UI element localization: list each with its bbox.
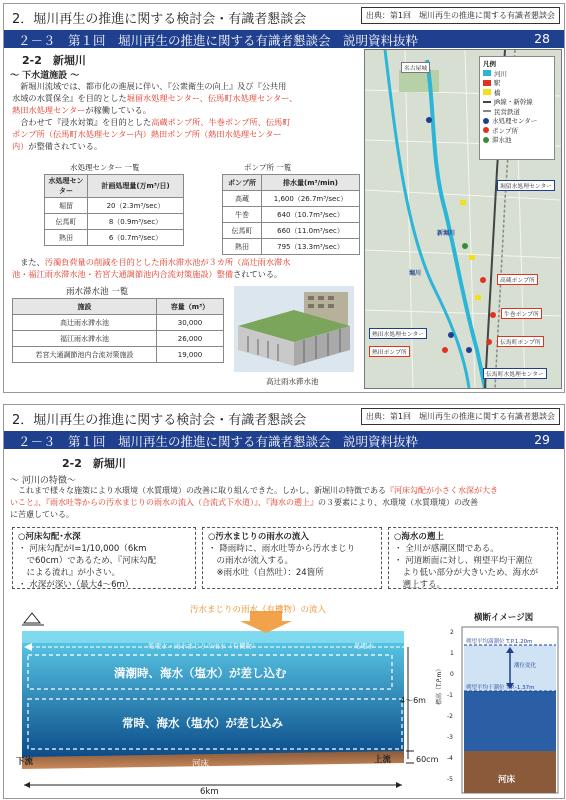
legend-title: 凡例	[483, 60, 496, 69]
legend-swatch	[483, 70, 491, 76]
river-intro	[10, 485, 562, 521]
text-span: が稼働している。	[85, 105, 151, 115]
box-title: ○海水の遡上	[394, 532, 444, 542]
table-cell: 伝馬町	[45, 214, 88, 230]
legend-item	[483, 69, 551, 79]
text-span: また、	[12, 257, 45, 267]
upstream-label: 上流	[374, 755, 392, 765]
y-axis-label: 標高（T.P.m）	[436, 665, 443, 705]
map-label: 新堀川	[437, 230, 456, 237]
table-cell: 伝馬町	[223, 223, 262, 239]
table-header: ポンプ所	[223, 175, 262, 191]
sewer-paragraph	[12, 80, 362, 152]
legend-label: 橋	[494, 88, 501, 97]
riverbed-label: 河床	[192, 759, 210, 769]
text-span: 合わせて『浸水対策』を目的とした	[12, 117, 152, 127]
photo-caption: 高辻雨水滞水池	[266, 377, 319, 386]
table-cell: 熱田	[45, 230, 88, 246]
table-cell: 福江雨水滞水池	[13, 331, 157, 347]
tick-label: 2	[450, 629, 454, 636]
table-cell: 640（10.7m³/sec）	[262, 207, 360, 223]
box-line: ・ 河床勾配がI=1/10,000（6km	[18, 544, 147, 554]
legend-swatch	[483, 80, 491, 86]
table-row	[13, 315, 224, 331]
map-label: 熱田ポンプ所	[369, 346, 410, 357]
table-cell: 795（13.3m³/sec）	[262, 239, 360, 255]
text-line	[12, 128, 362, 140]
source-label: 出典：第1回 堀川再生の推進に関する有識者懇談会	[361, 408, 560, 425]
table-row	[13, 331, 224, 347]
table-header-row	[13, 299, 224, 315]
treated-water-label: 処理水	[354, 642, 374, 650]
legend-label: 民営鉄道	[494, 107, 520, 116]
text-span: が整備されている。	[28, 141, 103, 151]
longitudinal-diagram	[14, 609, 414, 795]
slide-header	[4, 4, 564, 30]
text-line: 新堀川流域では、都市化の進展に伴い、『公衆衛生の向上』及び『公共用	[12, 81, 287, 91]
text-line	[12, 116, 362, 128]
cross-section-title: 横断イメージ図	[474, 613, 534, 623]
tick-label: -4	[447, 755, 453, 762]
text-span: に苦慮している。	[10, 510, 74, 519]
box-line: 遡上する。	[394, 580, 446, 590]
table-cell: 19,000	[157, 347, 224, 363]
legend-swatch	[483, 101, 491, 103]
table-header: 施設	[13, 299, 157, 315]
text-highlight: 内）	[12, 141, 29, 151]
table-cell: 牛巻	[223, 207, 262, 223]
inflow-label: 汚水まじりの雨水（有機物）の流入	[190, 605, 327, 615]
map-label: 堀川	[409, 270, 422, 277]
table-cell: 20（2.3m³/sec）	[88, 198, 184, 214]
high-tide-label: 満潮時、海水（塩水）が差し込む	[114, 666, 287, 680]
tick-label: -1	[447, 692, 453, 699]
text-line	[12, 256, 362, 268]
bed-drop-label: 60cm	[416, 755, 439, 764]
water-level-marker-icon	[24, 613, 40, 623]
box-title: ○河床勾配･水深	[18, 532, 81, 542]
tide-change-label: 潮位変化	[514, 663, 537, 669]
table-header-row	[223, 175, 360, 191]
table-row	[223, 191, 360, 207]
text-highlight: いこと』、『雨水吐等からの汚水まじりの雨水の流入（合流式下水道）』、『海水の遡上』	[10, 498, 318, 507]
cross-section-diagram	[442, 625, 560, 795]
legend-item	[483, 107, 551, 117]
legend-label: ポンプ所	[492, 126, 518, 135]
header-title: 2．堀川再生の推進に関する検討会・有識者懇談会	[12, 413, 307, 428]
slide-28	[3, 3, 565, 393]
text-line	[10, 485, 562, 497]
table1-caption: 水処理センター 一覧	[70, 163, 140, 172]
table-cell: 8（0.9m³/sec）	[88, 214, 184, 230]
table-row	[223, 223, 360, 239]
downstream-label: 下流	[16, 757, 34, 767]
legend-swatch	[483, 137, 489, 143]
legend-label: 河川	[494, 69, 507, 78]
high-water-label: 朔望平均満潮位 T.P.1.20m	[466, 639, 533, 645]
map-legend	[479, 56, 555, 160]
box-line: による流れ』が小さい。	[18, 568, 121, 578]
header-title: 2．堀川再生の推進に関する検討会・有識者懇談会	[12, 12, 307, 27]
retention-paragraph	[12, 256, 362, 280]
box-line: ※雨水吐（自然吐）：24箇所	[208, 568, 324, 578]
section-title: 2-2 新堀川	[62, 457, 126, 470]
bed-label: 河床	[498, 775, 516, 785]
table-cell: 660（11.0m³/sec）	[262, 223, 360, 239]
text-highlight: 『河床勾配が小さく水深が大き	[386, 486, 498, 495]
box-line: より低い部分が大きいため、海水が	[394, 568, 539, 578]
text-highlight: 池・福江雨水滞水池・若宮大通調節池内合流対策施設）整備	[12, 269, 234, 279]
table-header: 水処理センター	[45, 175, 88, 198]
legend-label: JR線・新幹線	[494, 98, 533, 107]
legend-item	[483, 135, 551, 145]
text-highlight: 堀留水処理センター、伝馬町水処理センター、	[126, 93, 298, 103]
tick-label: -3	[447, 734, 453, 741]
page-number: 28	[534, 31, 550, 46]
page-number: 29	[534, 432, 550, 447]
table-cell: 高蔵	[223, 191, 262, 207]
text-span: の３要素により、水環境（水質環境）の改善	[318, 498, 478, 507]
subheading: ～ 河川の特徴～	[10, 476, 76, 486]
box-line: ・ 河道断面に対し、朔望平均干潮位	[394, 556, 533, 566]
text-line	[12, 140, 362, 152]
text-highlight: 汚濁負荷量の削減を目的とした雨水滞水池が３カ所（高辻雨水滞水	[44, 257, 291, 267]
table-header: 計画処理量(万m³/日)	[88, 175, 184, 198]
box-title: ○汚水まじりの雨水の流入	[208, 532, 309, 542]
table-cell: 若宮大通調節池内合流対策施設	[13, 347, 157, 363]
text-line	[10, 509, 562, 521]
text-span: されている。	[233, 269, 283, 279]
slide-header	[4, 405, 564, 431]
legend-swatch	[483, 127, 489, 133]
section-title: 2-2 新堀川	[22, 54, 86, 67]
pump-station-table	[222, 174, 360, 255]
map-label: 高蔵ポンプ所	[497, 274, 538, 285]
subheading: ～ 下水道施設 ～	[10, 71, 80, 81]
map-label: 名古屋城	[401, 62, 430, 73]
legend-label: 滞水池	[492, 136, 512, 145]
map-label: 牛巻ポンプ所	[501, 308, 542, 319]
seawater-box	[388, 527, 558, 589]
location-map	[364, 49, 562, 389]
gradient-depth-box	[12, 527, 196, 589]
table-row	[223, 239, 360, 255]
box-line: ・ 降雨時に、雨水吐等から汚水まじり	[208, 544, 356, 554]
retention-pond-illustration	[234, 286, 354, 372]
legend-item	[483, 126, 551, 136]
tick-label: -2	[447, 713, 453, 720]
legend-item	[483, 78, 551, 88]
table-row	[45, 230, 184, 246]
tick-label: 0	[450, 671, 454, 678]
box-line: で60cm）であるため、『河床勾配	[18, 556, 157, 566]
table-row	[45, 214, 184, 230]
table-header: 容量（m³）	[157, 299, 224, 315]
source-label: 出典：第1回 堀川再生の推進に関する有識者懇談会	[361, 7, 560, 24]
table2-caption: ポンプ所 一覧	[244, 163, 292, 172]
text-highlight: 高蔵ポンプ所、牛巻ポンプ所、伝馬町	[151, 117, 291, 127]
title-bar	[4, 431, 564, 449]
bar-title: ２－３ 第１回 堀川再生の推進に関する有識者懇談会 説明資料抜粋	[18, 434, 419, 449]
legend-item	[483, 116, 551, 126]
table-cell: 熱田	[223, 239, 262, 255]
map-label: 熱田水処理センター	[369, 328, 427, 339]
table3-caption: 雨水滞水池 一覧	[66, 287, 129, 297]
sewage-inflow-box	[202, 527, 382, 589]
text-line	[12, 104, 362, 116]
treatment-center-table	[44, 174, 184, 246]
title-bar	[4, 30, 564, 48]
legend-item	[483, 97, 551, 107]
length-label: 6km	[200, 787, 219, 797]
table-cell: 6（0.7m³/sec）	[88, 230, 184, 246]
surface-flow-label: 処理水・雨水まじりの雨水（有機物）	[148, 642, 259, 650]
map-label: 伝馬町ポンプ所	[497, 336, 544, 347]
legend-label: 水処理センター	[492, 117, 538, 126]
map-label: 堀留水処理センター	[497, 180, 555, 191]
table-cell: 堀留	[45, 198, 88, 214]
box-line: ・ 水深が深い（最大4～6m）	[18, 580, 134, 590]
text-span: 水域の水質保全』を目的とした	[12, 93, 127, 103]
table-cell: 26,000	[157, 331, 224, 347]
table-header-row	[45, 175, 184, 198]
legend-swatch	[483, 110, 491, 112]
slide-29	[3, 404, 565, 799]
legend-swatch	[483, 118, 489, 124]
table-row	[13, 347, 224, 363]
table-header: 排水量(m³/min)	[262, 175, 360, 191]
text-line	[10, 497, 562, 509]
tick-label: -5	[447, 776, 453, 783]
box-line: の雨水が流入する。	[208, 556, 294, 566]
retention-pond-table	[12, 298, 224, 363]
text-line	[12, 268, 362, 280]
bar-title: ２－３ 第１回 堀川再生の推進に関する有識者懇談会 説明資料抜粋	[18, 33, 419, 48]
low-water-label: 朔望平均干潮位 T.P.-1.37m	[466, 685, 535, 691]
table-cell: 高辻雨水滞水池	[13, 315, 157, 331]
text-span: これまで様々な施策により水環境（水質環境）の改善に取り組んできた。しかし、新堀川の特徴である	[10, 486, 386, 495]
box-line: ・ 全川が感潮区間である。	[394, 544, 499, 554]
legend-swatch	[483, 89, 491, 95]
text-highlight: 熱田水処理センター	[12, 105, 86, 115]
normal-tide-label: 常時、海水（塩水）が差し込み	[122, 716, 283, 730]
map-label: 伝馬町水処理センター	[483, 368, 547, 379]
legend-item	[483, 88, 551, 98]
tick-label: 1	[450, 650, 454, 657]
depth-label: 4～6m	[400, 696, 426, 705]
table-cell: 1,600（26.7m³/sec）	[262, 191, 360, 207]
legend-label: 駅	[494, 79, 501, 88]
table-row	[223, 207, 360, 223]
table-row	[45, 198, 184, 214]
text-highlight: ポンプ所（伝馬町水処理センター内）熱田ポンプ所（熱田水処理センター	[12, 129, 282, 139]
table-cell: 30,000	[157, 315, 224, 331]
text-line	[12, 92, 362, 104]
